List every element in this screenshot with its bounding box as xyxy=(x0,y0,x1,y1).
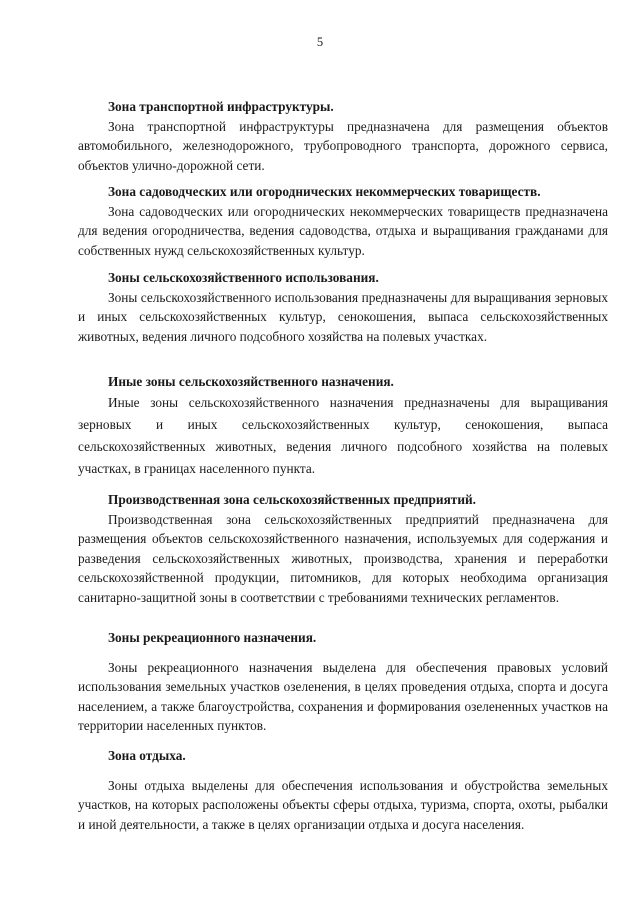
section-other-agricultural xyxy=(78,372,608,480)
section-text: Зоны сельскохозяйственного использования предназначены для выращивания зерновых и иных сельскохозяйственных культур, сенокошения, выпаса сельскохозяйственных животных, ведения личного подсобного хозяйства на полевых участках. xyxy=(78,289,608,344)
section-leisure xyxy=(78,746,608,834)
section-heading: Зона транспортной инфраструктуры. xyxy=(108,99,334,114)
section-recreation xyxy=(78,628,608,736)
section-text: Производственная зона сельскохозяйственных предприятий предназначена для размещения объектов сельскохозяйственного назначения, используемых для содержания и разведения сельскохозяйственных животных, производства, хранения и переработки сельскохозяйственной продукции, питомников, для которых необходима организация санитарно-защитной зоны в соответствии с требованиями технических регламентов. xyxy=(78,511,608,605)
page-number: 5 xyxy=(316,35,324,49)
section-text: Зона садоводческих или огороднических некоммерческих товариществ предназначена для ведения огородничества, ведения садоводства, отдыха и выращивания гражданами для собственных нужд сельскохозяйственных культур. xyxy=(78,203,608,258)
section-production xyxy=(78,490,608,608)
section-text: Зона транспортной инфраструктуры предназначена для размещения объектов автомобильного, железнодорожного, трубопроводного транспорта, дорожного сервиса, объектов улично-дорожной сети. xyxy=(78,118,608,173)
spacer xyxy=(78,766,608,776)
section-heading: Производственная зона сельскохозяйственных предприятий. xyxy=(108,492,476,507)
section-heading: Иные зоны сельскохозяйственного назначения. xyxy=(108,374,394,389)
section-text: Зоны рекреационного назначения выделена для обеспечения правовых условий использования земельных участков озеленения, в целях проведения отдыха, спорта и досуга населением, а также благоустройства, сохранения и формирования озелененных участков на территории населенных пунктов. xyxy=(78,659,608,734)
section-heading: Зона садоводческих или огороднических некоммерческих товариществ. xyxy=(108,184,541,199)
section-agricultural-use xyxy=(78,268,608,346)
section-heading: Зоны рекреационного назначения. xyxy=(108,630,317,645)
spacer xyxy=(78,648,608,658)
section-transport xyxy=(78,97,608,175)
section-heading: Зоны сельскохозяйственного использования. xyxy=(108,270,379,285)
section-text: Иные зоны сельскохозяйственного назначения предназначены для выращивания зерновых и иных сельскохозяйственных культур, сенокошения, выпаса сельскохозяйственных животных, ведения личного подсобного хозяйства на полевых участках, в границах населенного пункта. xyxy=(78,394,608,476)
section-text: Зоны отдыха выделены для обеспечения использования и обустройства земельных участков, на которых расположены объекты сферы отдыха, туризма, спорта, охоты, рыбалки и иной деятельности, а также в целях организации отдыха и досуга населения. xyxy=(78,777,608,832)
section-garden xyxy=(78,182,608,260)
section-heading: Зона отдыха. xyxy=(108,748,186,763)
